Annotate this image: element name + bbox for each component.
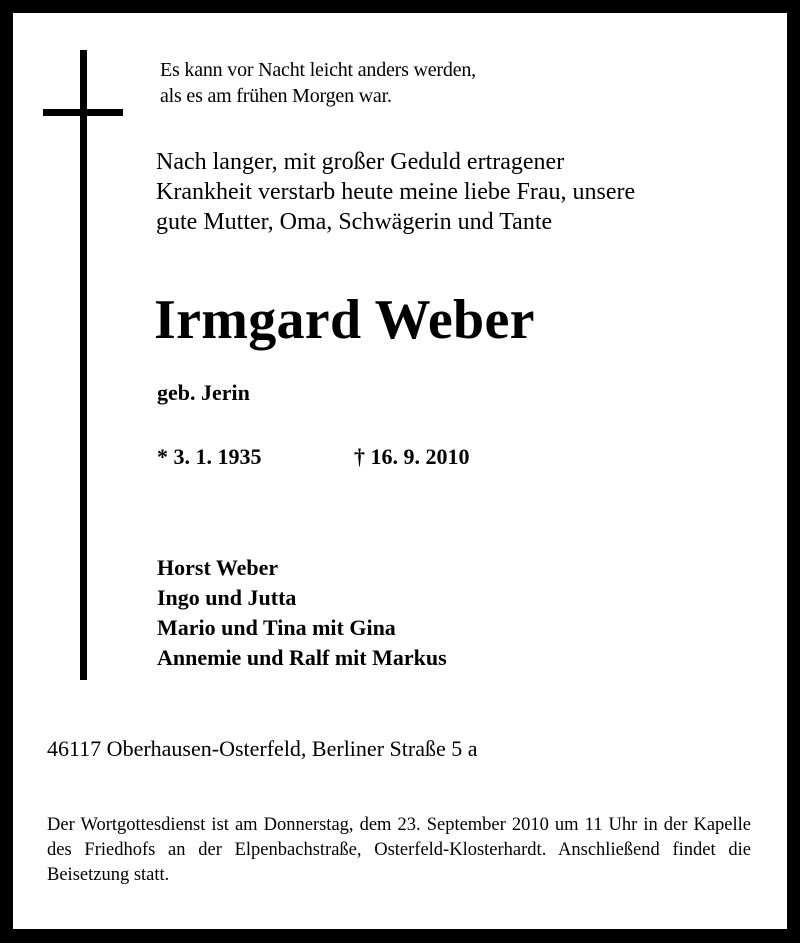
- maiden-name: geb. Jerin: [157, 380, 250, 405]
- mourner: Annemie und Ralf mit Markus: [157, 645, 447, 670]
- obituary-card: [13, 13, 787, 929]
- mourner: Ingo und Jutta: [157, 585, 297, 610]
- mourners-list: [157, 553, 447, 673]
- motto-line: als es am frühen Morgen war.: [160, 85, 392, 107]
- family-address: 46117 Oberhausen-Osterfeld, Berliner Straße 5 a: [47, 736, 478, 761]
- mourner: Horst Weber: [157, 555, 279, 580]
- motto-line: Es kann vor Nacht leicht anders werden,: [160, 59, 476, 81]
- life-dates: [157, 443, 470, 471]
- intro-line: gute Mutter, Oma, Schwägerin und Tante: [156, 209, 553, 235]
- cross-icon: [80, 50, 87, 680]
- intro-text: [156, 147, 635, 237]
- death-date: † 16. 9. 2010: [354, 444, 470, 469]
- intro-line: Nach langer, mit großer Geduld ertragener: [156, 149, 565, 175]
- intro-line: Krankheit verstarb heute meine liebe Frau, unsere: [156, 179, 636, 205]
- birth-date: * 3. 1. 1935: [157, 444, 262, 469]
- mourner: Mario und Tina mit Gina: [157, 615, 396, 640]
- deceased-name: Irmgard Weber: [154, 289, 535, 351]
- motto-verse: [160, 57, 476, 109]
- cross-icon-crossbar: [43, 109, 123, 116]
- service-details: Der Wortgottesdienst ist am Donnerstag, dem 23. September 2010 um 11 Uhr in der Kapelle des Friedhofs an der Elpenbachstraße, Osterfeld-Klosterhardt. Anschließend findet die Beisetzung statt.: [47, 815, 751, 885]
